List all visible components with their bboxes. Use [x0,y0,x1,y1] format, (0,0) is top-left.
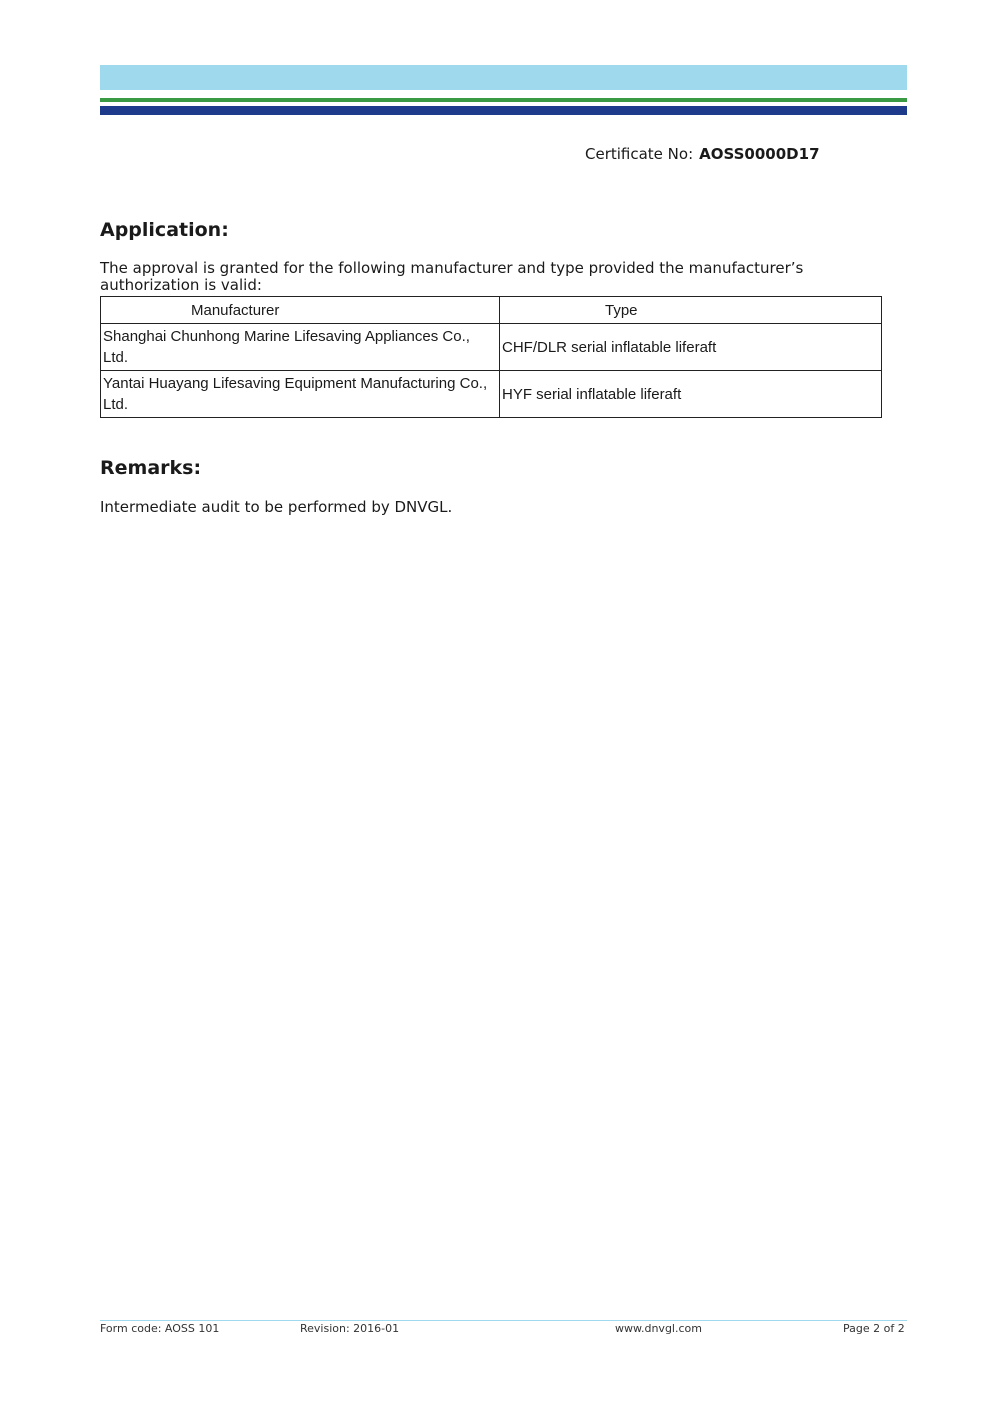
certificate-number-line [585,145,820,163]
remarks-text: Intermediate audit to be performed by DNVGL. [100,498,453,516]
header-band-green [100,98,907,102]
manufacturer-table [100,296,882,418]
table-row [101,371,882,418]
footer-revision: Revision: 2016-01 [300,1322,400,1335]
table-header-row [101,297,882,324]
column-header-type: Type [500,297,882,324]
column-header-manufacturer: Manufacturer [101,297,500,324]
footer-form-code: Form code: AOSS 101 [100,1322,220,1335]
certificate-label: Certificate No: [585,145,694,163]
footer-website-link[interactable]: www.dnvgl.com [615,1322,702,1335]
table-row [101,324,882,371]
header-band-navy [100,106,907,115]
header-band-light-blue [100,65,907,90]
footer-page-number: Page 2 of 2 [843,1322,905,1335]
type-cell: HYF serial inflatable liferaft [500,371,882,418]
manufacturer-cell: Yantai Huayang Lifesaving Equipment Manufacturing Co., Ltd. [101,371,500,418]
manufacturer-cell: Shanghai Chunhong Marine Lifesaving Appliances Co., Ltd. [101,324,500,371]
certificate-number: AOSS0000D17 [699,145,820,163]
footer-divider [100,1320,907,1321]
application-heading: Application: [100,219,229,241]
type-cell: CHF/DLR serial inflatable liferaft [500,324,882,371]
application-intro: The approval is granted for the following manufacturer and type provided the manufacturer’s authorization is valid: [100,259,804,294]
remarks-heading: Remarks: [100,457,202,479]
